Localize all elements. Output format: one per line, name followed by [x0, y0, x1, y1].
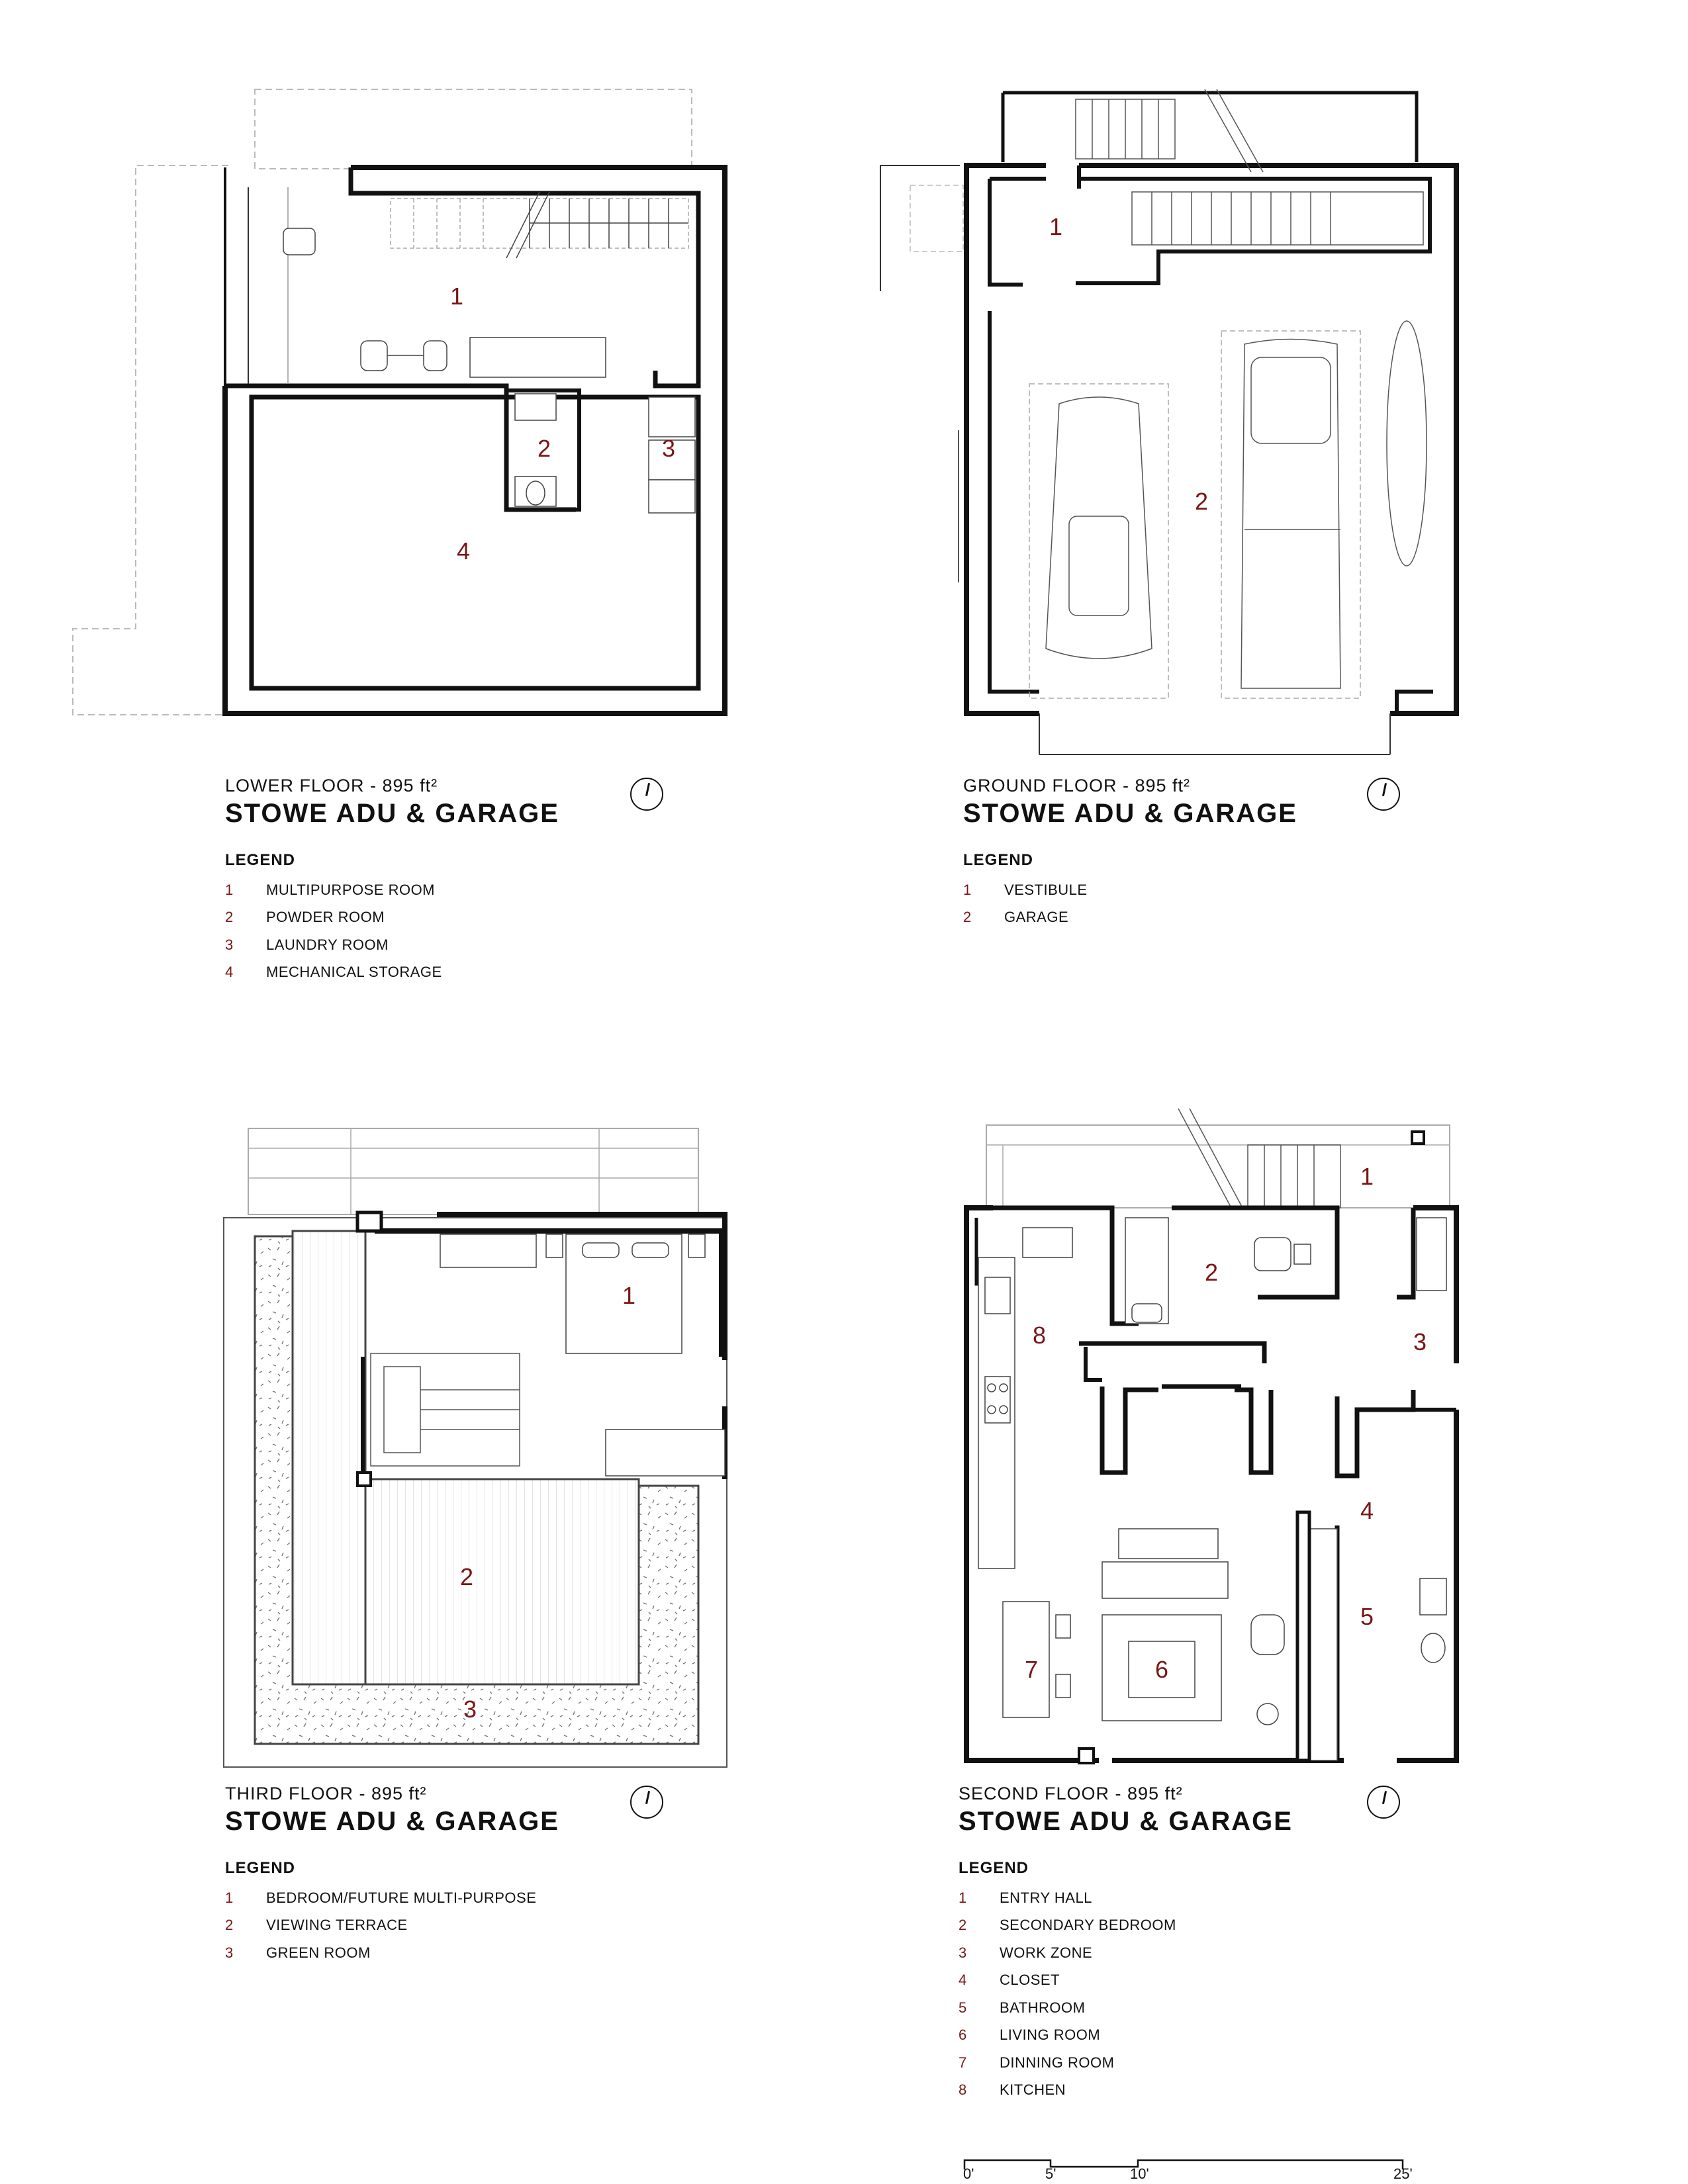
- second-room-5-label: 5: [1360, 1603, 1374, 1630]
- second-floor-caption: [959, 1784, 1488, 2104]
- legend-item: 4 MECHANICAL STORAGE: [225, 964, 442, 981]
- scale-bar: [963, 2158, 1413, 2184]
- third-floor-plan: [224, 1128, 727, 1767]
- third-legend-title: LEGEND: [225, 1859, 296, 1877]
- legend-item: 8 KITCHEN: [959, 2081, 1066, 2099]
- legend-item: 2 SECONDARY BEDROOM: [959, 1917, 1176, 1934]
- legend-item: 3 WORK ZONE: [959, 1944, 1093, 1961]
- third-floor-subtitle: THIRD FLOOR - 895 ft²: [225, 1784, 427, 1803]
- second-room-6-label: 6: [1154, 1656, 1169, 1683]
- second-floor-plan: [966, 1109, 1456, 1763]
- legend-item: 2 POWDER ROOM: [225, 909, 385, 926]
- ground-floor-subtitle: GROUND FLOOR - 895 ft²: [963, 776, 1191, 796]
- third-room-3-label: 3: [463, 1696, 477, 1723]
- third-floor-title: STOWE ADU & GARAGE: [225, 1807, 559, 1836]
- third-room-1-label: 1: [622, 1282, 636, 1309]
- second-floor-subtitle: SECOND FLOOR - 895 ft²: [959, 1784, 1183, 1803]
- scale-label-0: 0': [963, 2165, 974, 2182]
- legend-item: 7 DINNING ROOM: [959, 2054, 1115, 2071]
- lower-room-2-label: 2: [537, 435, 551, 462]
- second-room-7-label: 7: [1024, 1656, 1039, 1683]
- lower-room-4-label: 4: [456, 537, 471, 565]
- ground-floor-plan: [880, 89, 1456, 754]
- ground-floor-caption: [963, 776, 1493, 931]
- second-floor-title: STOWE ADU & GARAGE: [959, 1807, 1293, 1836]
- legend-item: 6 LIVING ROOM: [959, 2026, 1101, 2044]
- lower-floor-plan: [73, 89, 725, 715]
- second-room-8-label: 8: [1032, 1322, 1047, 1349]
- lower-floor-subtitle: LOWER FLOOR - 895 ft²: [225, 776, 438, 796]
- north-arrow-icon: [1367, 778, 1400, 811]
- scale-bar-graphic: [963, 2158, 1413, 2171]
- north-arrow-icon: [630, 778, 663, 811]
- legend-item: 5 BATHROOM: [959, 1999, 1086, 2016]
- legend-item: 1 BEDROOM/FUTURE MULTI-PURPOSE: [225, 1889, 537, 1906]
- legend-item: 4 CLOSET: [959, 1972, 1060, 1989]
- north-arrow-icon: [630, 1786, 663, 1819]
- second-room-1-label: 1: [1360, 1163, 1374, 1190]
- scale-label-10: 10': [1130, 2165, 1149, 2182]
- third-floor-caption: [225, 1784, 755, 1967]
- ground-room-2-label: 2: [1194, 488, 1209, 515]
- north-arrow-icon: [1367, 1786, 1400, 1819]
- legend-item: 2 VIEWING TERRACE: [225, 1917, 408, 1934]
- third-room-2-label: 2: [459, 1563, 474, 1590]
- scale-label-25: 25': [1393, 2165, 1413, 2182]
- scale-label-5: 5': [1045, 2165, 1056, 2182]
- legend-item: 1 ENTRY HALL: [959, 1889, 1092, 1906]
- ground-floor-title: STOWE ADU & GARAGE: [963, 799, 1297, 828]
- lower-room-1-label: 1: [449, 283, 464, 310]
- second-room-4-label: 4: [1360, 1497, 1374, 1524]
- lower-floor-title: STOWE ADU & GARAGE: [225, 799, 559, 828]
- lower-room-3-label: 3: [661, 435, 676, 462]
- legend-item: 3 LAUNDRY ROOM: [225, 936, 389, 953]
- second-room-2-label: 2: [1204, 1259, 1219, 1286]
- legend-item: 1 MULTIPURPOSE ROOM: [225, 881, 436, 898]
- ground-legend-title: LEGEND: [963, 851, 1034, 869]
- second-legend-title: LEGEND: [959, 1859, 1029, 1877]
- ground-room-1-label: 1: [1049, 213, 1063, 240]
- lower-legend-title: LEGEND: [225, 851, 296, 869]
- lower-floor-caption: [225, 776, 755, 986]
- legend-item: 3 GREEN ROOM: [225, 1944, 371, 1961]
- second-room-3-label: 3: [1413, 1328, 1427, 1355]
- legend-item: 2 GARAGE: [963, 909, 1069, 926]
- legend-item: 1 VESTIBULE: [963, 881, 1088, 898]
